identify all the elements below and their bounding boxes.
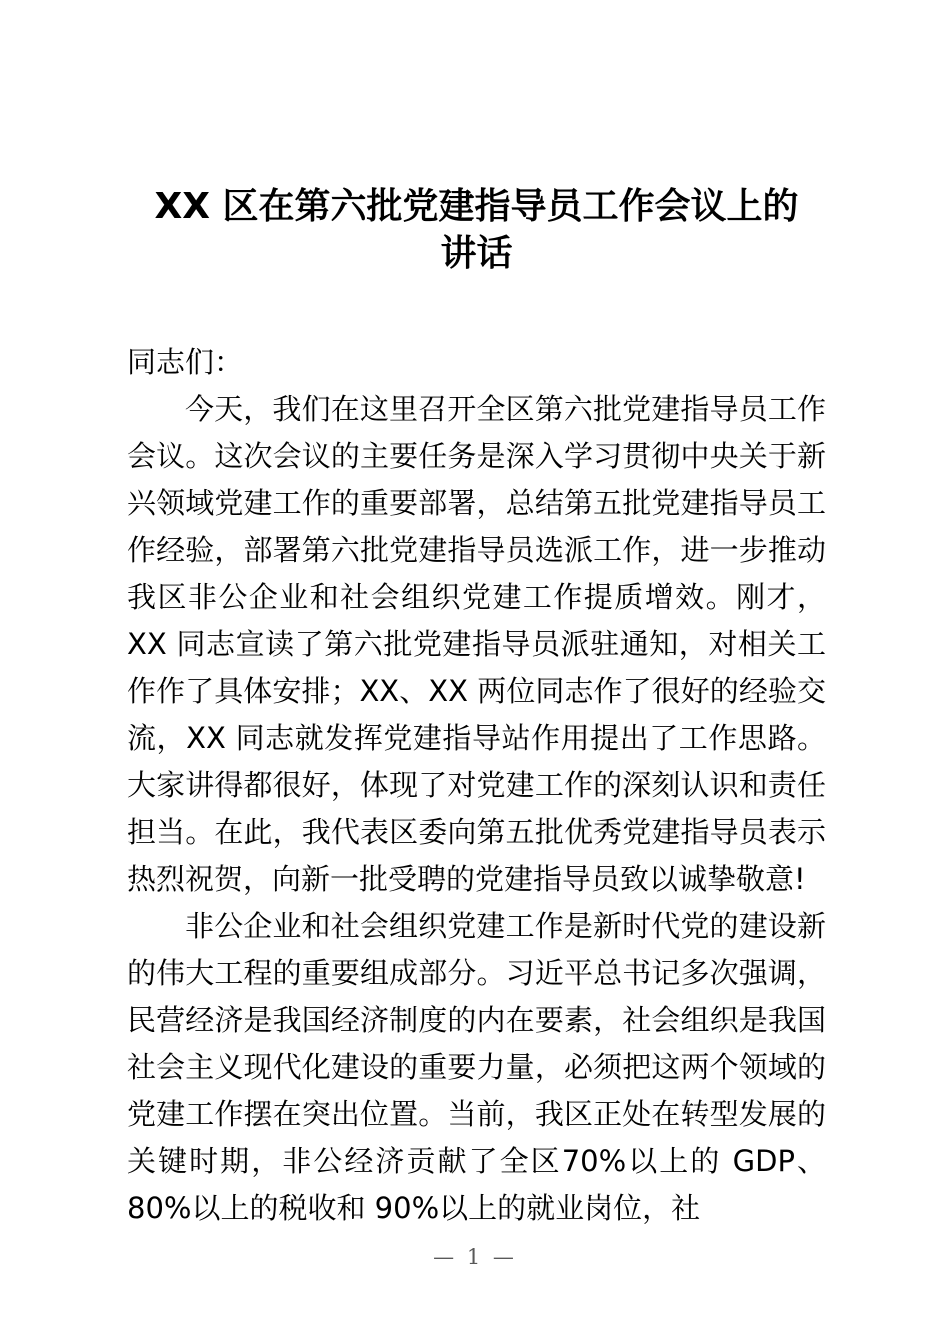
page-title — [127, 0, 826, 277]
page-title-line-1: XX 区在第六批党建指导员工作会议上的 — [154, 186, 799, 227]
page-title-line-2: 讲话 — [440, 233, 513, 274]
document-body — [127, 0, 826, 1232]
paragraph-1: 今天，我们在这里召开全区第六批党建指导员工作会议。这次会议的主要任务是深入学习贯彻中央关于新兴领域党建工作的重要部署，总结第五批党建指导员工作经验，部署第六批党建指导员选派工作，进一步推动我区非公企业和社会组织党建工作提质增效。刚才，XX 同志宣读了第六批党建指导员派驻通知，对相关工作作了具体安排；XX、XX 两位同志作了很好的经验交流，XX 同志就发挥党建指导站作用提出了工作思路。大家讲得都很好，体现了对党建工作的深刻认识和责任担当。在此，我代表区委向第五批优秀党建指导员表示热烈祝贺，向新一批受聘的党建指导员致以诚挚敬意! — [127, 392, 826, 896]
salutation: 同志们： — [127, 345, 244, 379]
page-number-footer: — 1 — — [433, 1245, 517, 1269]
paragraph-2: 非公企业和社会组织党建工作是新时代党的建设新的伟大工程的重要组成部分。习近平总书记多次强调，民营经济是我国经济制度的内在要素，社会组织是我国社会主义现代化建设的重要力量，必须把这两个领域的党建工作摆在突出位置。当前，我区正处在转型发展的关键时期，非公经济贡献了全区70%以上的 GDP、80%以上的税收和 90%以上的就业岗位，社 — [127, 909, 826, 1225]
